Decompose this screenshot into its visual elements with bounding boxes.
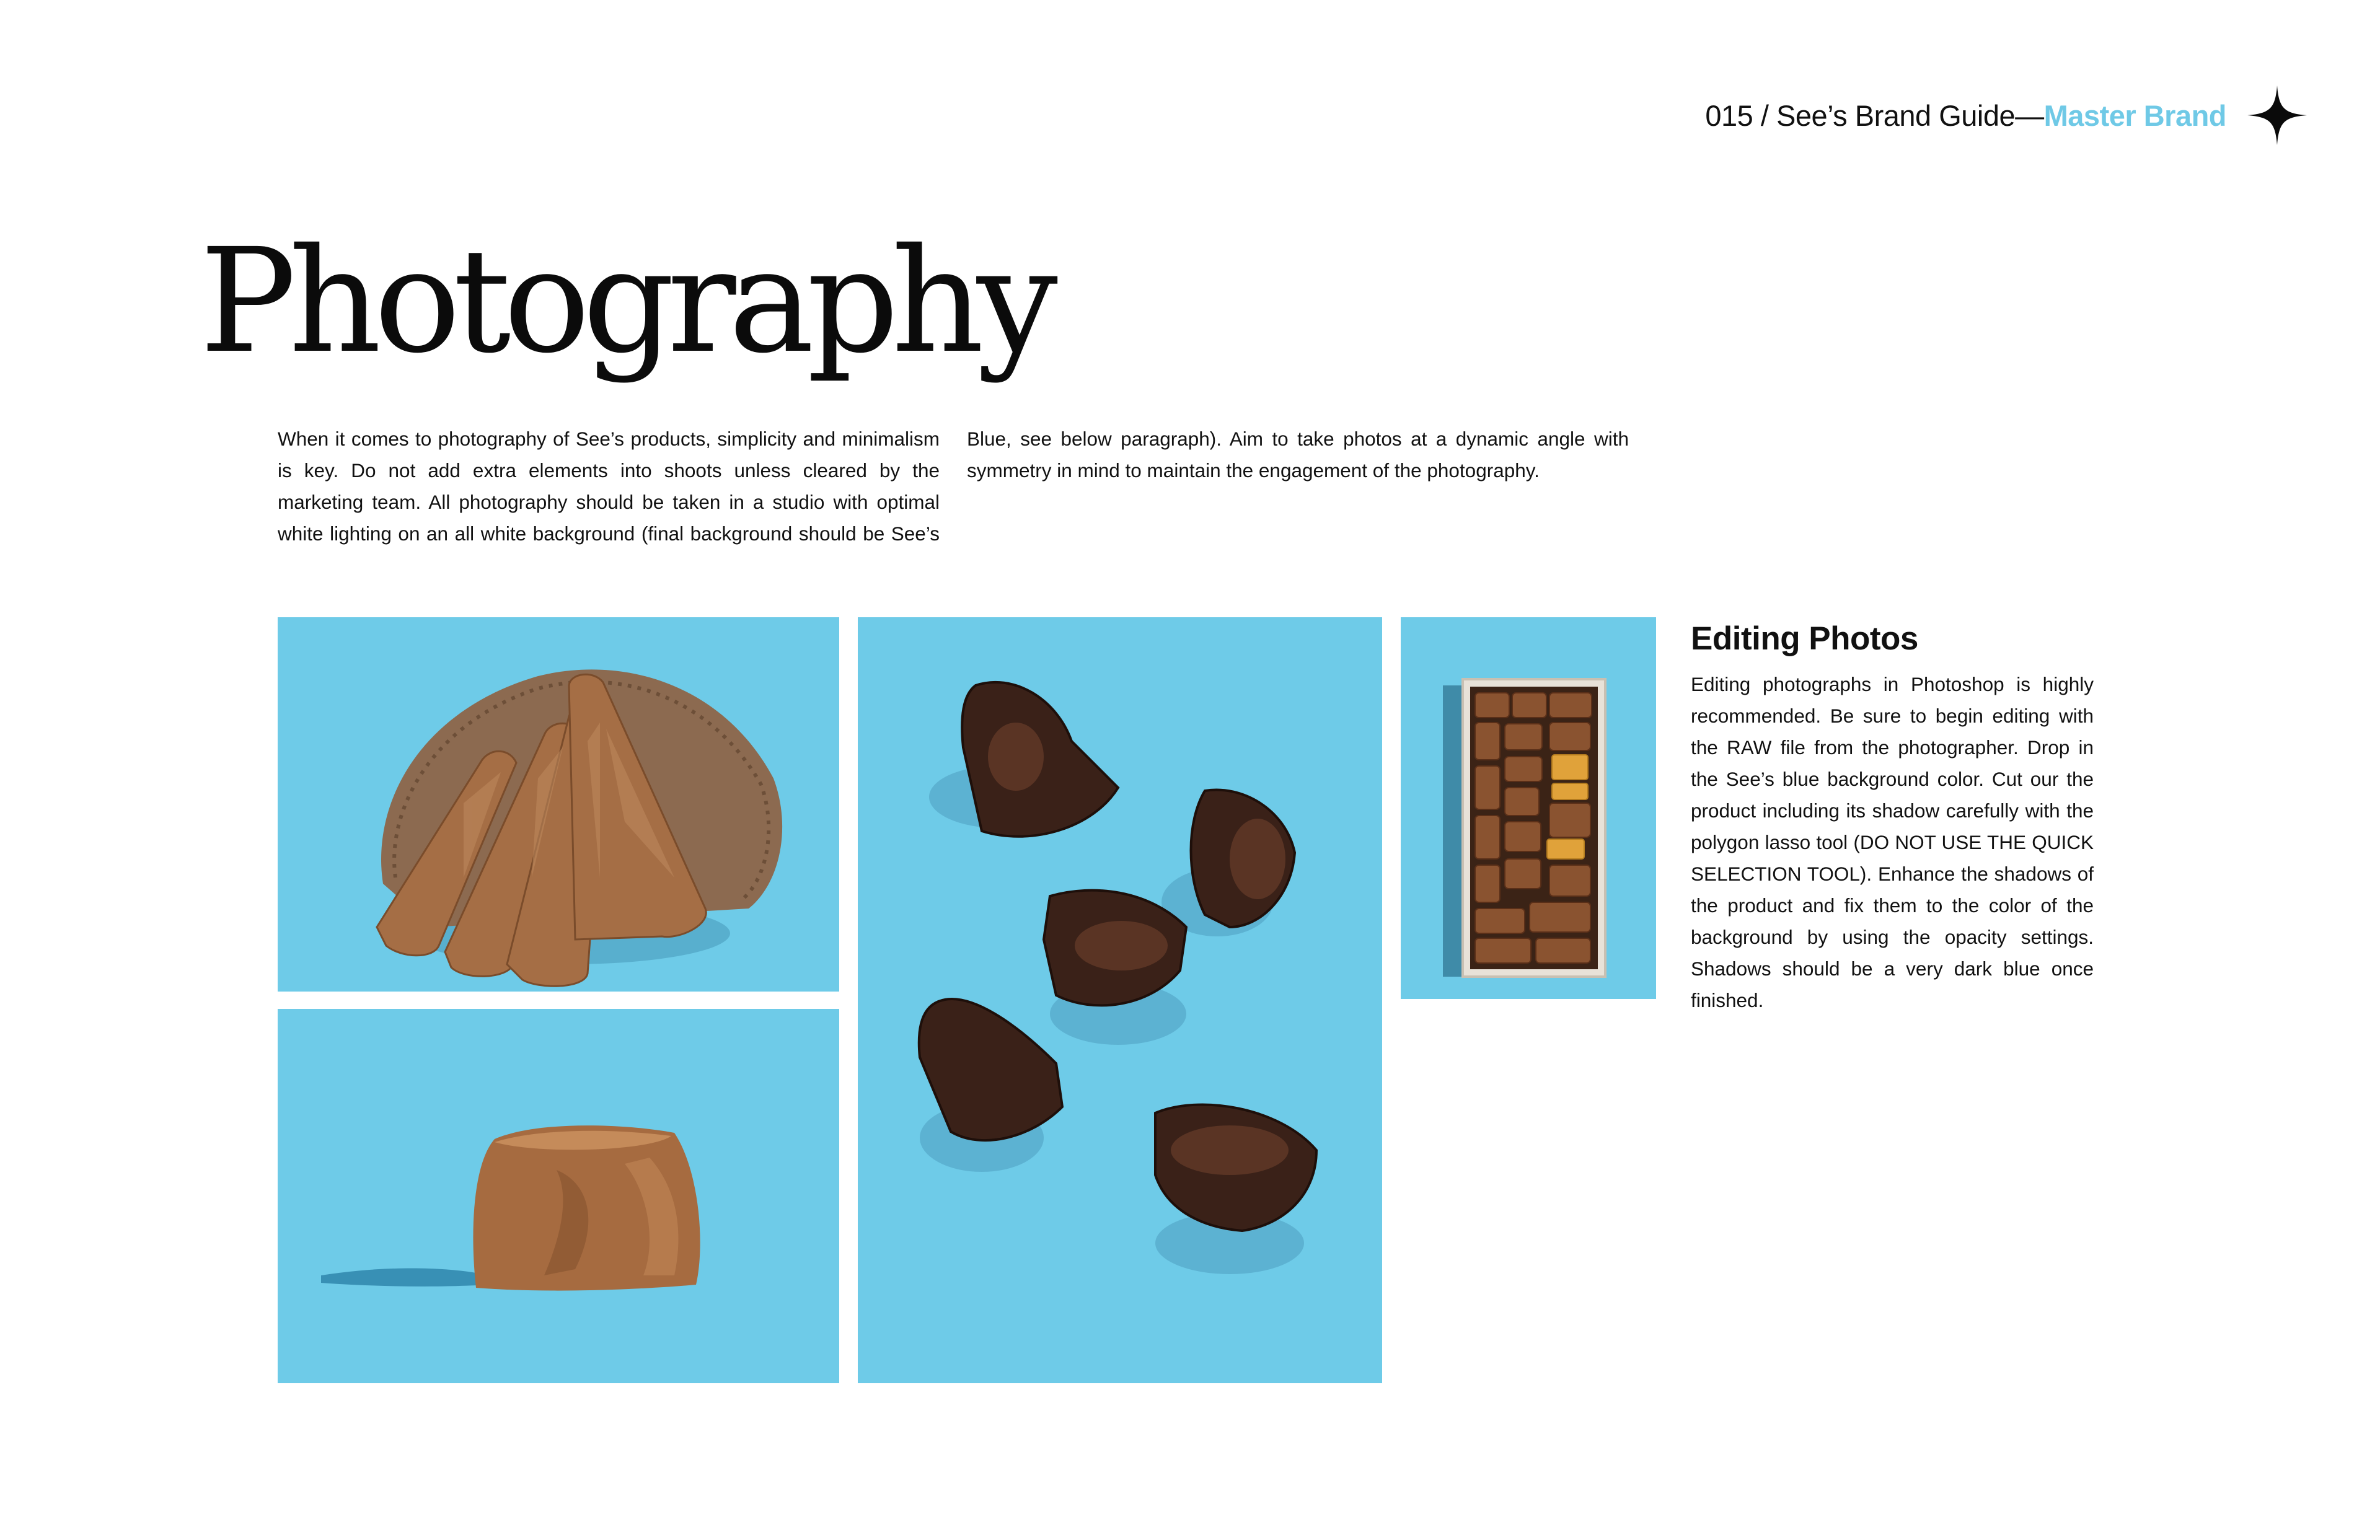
page-number-label: 015 / See’s Brand Guide— [1705,99,2044,132]
page-title: Photography [200,218,1051,385]
page-header [1705,86,2307,145]
editing-photos-heading: Editing Photos [1691,620,1918,657]
sparkle-icon [2247,86,2307,145]
editing-photos-body: Editing photographs in Photoshop is highly recommended. Be sure to begin editing with the RAW file from the photographer. Drop in the See’s blue background color. Cut our the product including its shadow carefully with the polygon lasso tool (DO NOT USE THE QUICK SELECTION TOOL). Enhance the shadows of the product and fix them to the color of the background by using the opacity settings. Shadows should be a very dark blue once finished. [1691,673,2094,1011]
section-label: Master Brand [2043,99,2226,132]
editing-photos-section [1691,620,2094,1016]
single-chocolate-photo [278,1009,839,1383]
chocolate-box-photo [1401,617,1656,999]
chocolate-bars-photo [278,617,839,992]
empty-cups-photo [858,617,1382,1383]
intro-paragraph: When it comes to photography of See’s products, simplicity and minimalism is key. Do not add extra elements into shoots unless cleared by the marketing team. All photography should be taken in a studio with optimal white lighting on an all white background (final background should be See’s Blue, see below paragraph). Aim to take photos at a dynamic angle with symmetry in mind to maintain the engagement of the photography. [278,428,1629,545]
header-label [1705,99,2226,133]
